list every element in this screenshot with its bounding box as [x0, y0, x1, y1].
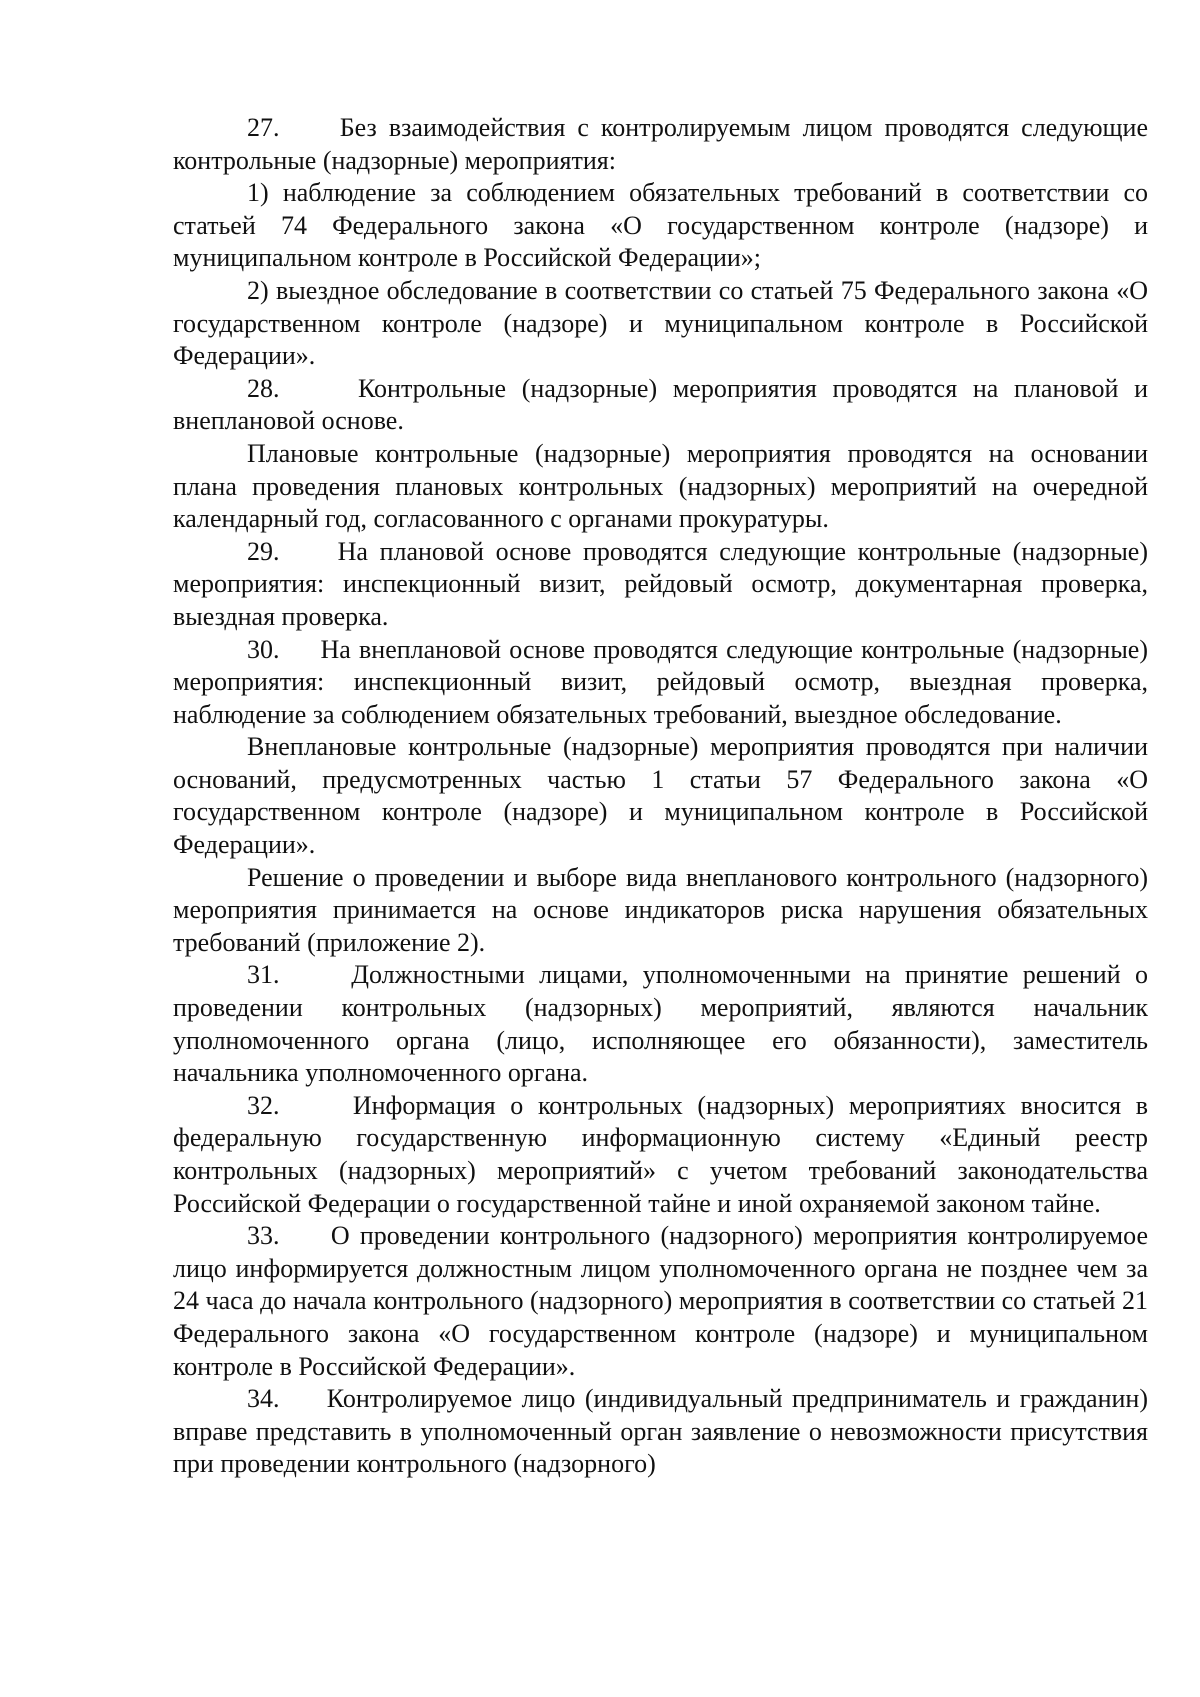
paragraph-34: 34. Контролируемое лицо (индивидуальный предприниматель и гражданин) вправе представить в уполномоченный орган заявление о невозможности присутствия при проведении контрольного (надзорного): [173, 1384, 1148, 1479]
paragraph-27: 27. Без взаимодействия с контролируемым лицом проводятся следующие контрольные (надзорные) мероприятия:: [173, 113, 1148, 175]
paragraph-33: 33. О проведении контрольного (надзорного) мероприятия контролируемое лицо информируется должностным лицом уполномоченного органа не позднее чем за 24 часа до начала контрольного (надзорного) мероприятия в соответствии со статьей 21 Федерального закона «О государственном контроле (надзоре) и муниципальном контроле в Российской Федерации».: [173, 1221, 1148, 1381]
paragraph-30: 30. На внеплановой основе проводятся следующие контрольные (надзорные) мероприятия: инспекционный визит, рейдовый осмотр, выездная проверка, наблюдение за соблюдением обязательных требований, выездное обследование.: [173, 634, 1148, 729]
paragraph-32: 32. Информация о контрольных (надзорных) мероприятиях вносится в федеральную государственную информационную систему «Единый реестр контрольных (надзорных) мероприятий» с учетом требований законодательства Российской Федерации о государственной тайне и иной охраняемой законом тайне.: [173, 1090, 1148, 1218]
paragraph-28: 28. Контрольные (надзорные) мероприятия проводятся на плановой и внеплановой основе.: [173, 373, 1148, 436]
paragraph-28-planned: Плановые контрольные (надзорные) мероприятия проводятся на основании плана проведения плановых контрольных (надзорных) мероприятий на очередной календарный год, согласованного с органами прокуратуры.: [173, 438, 1148, 534]
paragraph-27-item-2: 2) выездное обследование в соответствии со статьей 75 Федерального закона «О государственном контроле (надзоре) и муниципальном контроле в Российской Федерации».: [173, 275, 1148, 371]
paragraph-27-item-1: 1) наблюдение за соблюдением обязательных требований в соответствии со статьей 74 Федерального закона «О государственном контроле (надзоре) и муниципальном контроле в Российской Федерации»;: [173, 178, 1148, 273]
paragraph-31: 31. Должностными лицами, уполномоченными на принятие решений о проведении контрольных (надзорных) мероприятий, являются начальник уполномоченного органа (лицо, исполняющее его обязанности), заместитель начальника уполномоченного органа.: [173, 960, 1148, 1088]
paragraph-30-decision: Решение о проведении и выборе вида внепланового контрольного (надзорного) мероприятия принимается на основе индикаторов риска нарушения обязательных требований (приложение 2).: [173, 862, 1148, 957]
paragraph-29: 29. На плановой основе проводятся следующие контрольные (надзорные) мероприятия: инспекционный визит, рейдовый осмотр, документарная проверка, выездная проверка.: [173, 536, 1148, 631]
paragraph-30-unplanned: Внеплановые контрольные (надзорные) мероприятия проводятся при наличии оснований, предусмотренных частью 1 статьи 57 Федерального закона «О государственном контроле (надзоре) и муниципальном контроле в Российской Федерации».: [173, 732, 1148, 860]
document-page: [173, 112, 1148, 1481]
